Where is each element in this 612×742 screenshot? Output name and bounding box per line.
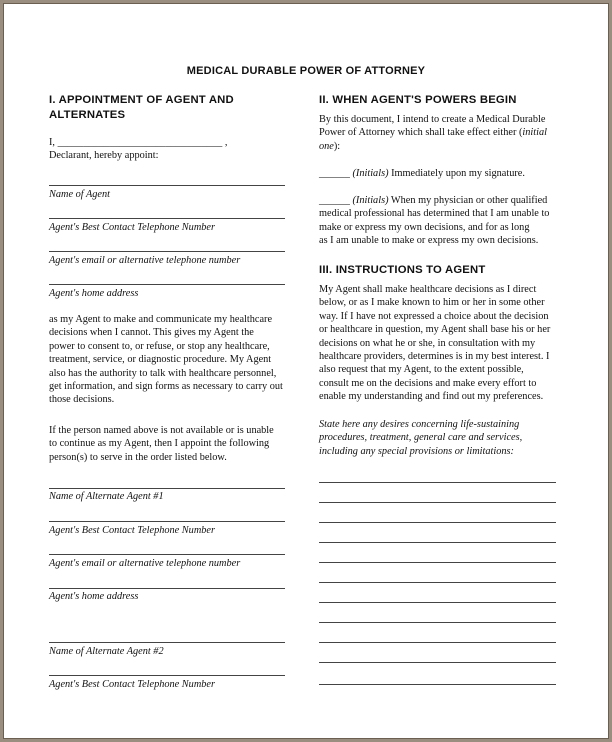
authority-line: as my Agent to make and communicate my healthcare bbox=[49, 314, 273, 325]
section2-heading: II. WHEN AGENT'S POWERS BEGIN bbox=[319, 94, 517, 106]
alt1-email-line[interactable] bbox=[49, 554, 285, 555]
section3-body-line: decisions on what he or she, in consultation with my bbox=[319, 337, 536, 349]
section2-intro-line2: Power of Attorney which shall take effect either (initial bbox=[319, 127, 547, 139]
alt2-phone-line[interactable] bbox=[49, 675, 285, 676]
declarant-appoint-text: Declarant, hereby appoint: bbox=[49, 150, 159, 161]
section3-body-line: also request that my Agent, to the extent possible, bbox=[319, 364, 524, 376]
section3-body bbox=[319, 283, 564, 404]
agent-email-line[interactable] bbox=[49, 251, 285, 252]
authority-line: those decisions. bbox=[49, 394, 115, 406]
alt1-phone-label: Agent's Best Contact Telephone Number bbox=[49, 525, 215, 536]
authority-line: also has the authority to talk with healthcare personnel, bbox=[49, 367, 277, 379]
section3-body-line: or healthcare in question, my Agent shall base his or her bbox=[319, 324, 551, 336]
section2-intro bbox=[319, 113, 564, 153]
agent-phone-line[interactable] bbox=[49, 218, 285, 219]
authority-line: power to consent to, or refuse, or stop any healthcare, bbox=[49, 340, 270, 352]
section1-heading-line1: I. APPOINTMENT OF AGENT AND bbox=[49, 94, 234, 106]
alternate-line: person(s) to serve in the order listed below. bbox=[49, 451, 227, 463]
alt2-name-label: Name of Alternate Agent #2 bbox=[49, 646, 164, 657]
authority-line: treatment, service, or diagnostic procedure. My Agent bbox=[49, 354, 272, 366]
declarant-name-blank[interactable]: ________________________________ bbox=[57, 137, 223, 148]
declarant-suffix: , bbox=[222, 137, 228, 148]
section3-body-line: healthcare providers, determines is in my best interest. I bbox=[319, 351, 550, 363]
instructions-line[interactable] bbox=[319, 642, 556, 643]
instructions-line[interactable] bbox=[319, 482, 556, 483]
option2-initials-blank[interactable]: ______ bbox=[319, 195, 350, 206]
alt1-address-label: Agent's home address bbox=[49, 591, 139, 602]
option2-line: make or express my own decisions, and for as long bbox=[319, 221, 530, 233]
alternate-line: If the person named above is not available or is unable bbox=[49, 425, 274, 436]
alt1-phone-line[interactable] bbox=[49, 521, 285, 522]
alt2-name-line[interactable] bbox=[49, 642, 285, 643]
section3-body-line: enable my understanding and find out my preferences. bbox=[319, 391, 544, 403]
instructions-prompt-line: including any special provisions or limitations: bbox=[319, 445, 514, 457]
agent-phone-label: Agent's Best Contact Telephone Number bbox=[49, 222, 215, 233]
section2-intro-line3: one): bbox=[319, 140, 341, 152]
instructions-line[interactable] bbox=[319, 562, 556, 563]
agent-email-label: Agent's email or alternative telephone number bbox=[49, 255, 241, 266]
option1-text: Immediately upon my signature. bbox=[388, 168, 525, 179]
agent-name-label: Name of Agent bbox=[49, 189, 111, 200]
instructions-line[interactable] bbox=[319, 622, 556, 623]
alt1-name-label: Name of Alternate Agent #1 bbox=[49, 491, 164, 502]
option-immediately bbox=[319, 167, 525, 180]
option1-initials-blank[interactable]: ______ bbox=[319, 168, 350, 179]
section3-body-line: below, or as I make known to him or her in some other bbox=[319, 297, 545, 309]
agent-address-line[interactable] bbox=[49, 284, 285, 285]
instructions-prompt-line: procedures, treatment, general care and services, bbox=[319, 432, 523, 444]
document-page bbox=[3, 3, 609, 739]
alt2-phone-label: Agent's Best Contact Telephone Number bbox=[49, 679, 215, 690]
section3-body-line: way. If I have not expressed a choice about the decision bbox=[319, 310, 549, 322]
instructions-line[interactable] bbox=[319, 502, 556, 503]
option2-line: medical professional has determined that I am unable to bbox=[319, 208, 550, 220]
declarant-line bbox=[49, 136, 227, 149]
section3-heading: III. INSTRUCTIONS TO AGENT bbox=[319, 264, 486, 276]
declarant-prefix: I, bbox=[49, 137, 58, 148]
option2-text: When my physician or other qualified bbox=[388, 195, 548, 206]
authority-paragraph bbox=[49, 313, 289, 407]
section3-body-line: My Agent shall make healthcare decisions as I direct bbox=[319, 284, 537, 295]
instructions-line[interactable] bbox=[319, 662, 556, 663]
alternate-paragraph bbox=[49, 424, 289, 464]
section3-body-line: consult me on the decisions and make every effort to bbox=[319, 377, 537, 389]
authority-line: get information, and sign forms as necessary to carry out bbox=[49, 381, 283, 393]
instructions-line[interactable] bbox=[319, 542, 556, 543]
option1-initials-label: (Initials) bbox=[352, 168, 389, 179]
alternate-line: to continue as my Agent, then I appoint the following bbox=[49, 438, 270, 450]
document-title: MEDICAL DURABLE POWER OF ATTORNEY bbox=[186, 65, 426, 77]
section2-intro-line1: By this document, I intend to create a Medical Durable bbox=[319, 114, 546, 125]
instructions-line[interactable] bbox=[319, 684, 556, 685]
authority-line: decisions when I cannot. This gives my Agent the bbox=[49, 327, 254, 339]
agent-name-line[interactable] bbox=[49, 185, 285, 186]
instructions-line[interactable] bbox=[319, 602, 556, 603]
section1-heading bbox=[49, 93, 234, 123]
option2-line: as I am unable to make or express my own decisions. bbox=[319, 235, 539, 247]
option2-initials-label: (Initials) bbox=[352, 195, 389, 206]
option-incapacity bbox=[319, 194, 564, 248]
instructions-prompt-line: State here any desires concerning life-sustaining bbox=[319, 419, 520, 430]
instructions-prompt bbox=[319, 418, 564, 458]
alt1-email-label: Agent's email or alternative telephone number bbox=[49, 558, 241, 569]
alt1-address-line[interactable] bbox=[49, 588, 285, 589]
instructions-line[interactable] bbox=[319, 582, 556, 583]
alt1-name-line[interactable] bbox=[49, 488, 285, 489]
agent-address-label: Agent's home address bbox=[49, 288, 139, 299]
section1-heading-line2: ALTERNATES bbox=[49, 109, 126, 121]
instructions-line[interactable] bbox=[319, 522, 556, 523]
